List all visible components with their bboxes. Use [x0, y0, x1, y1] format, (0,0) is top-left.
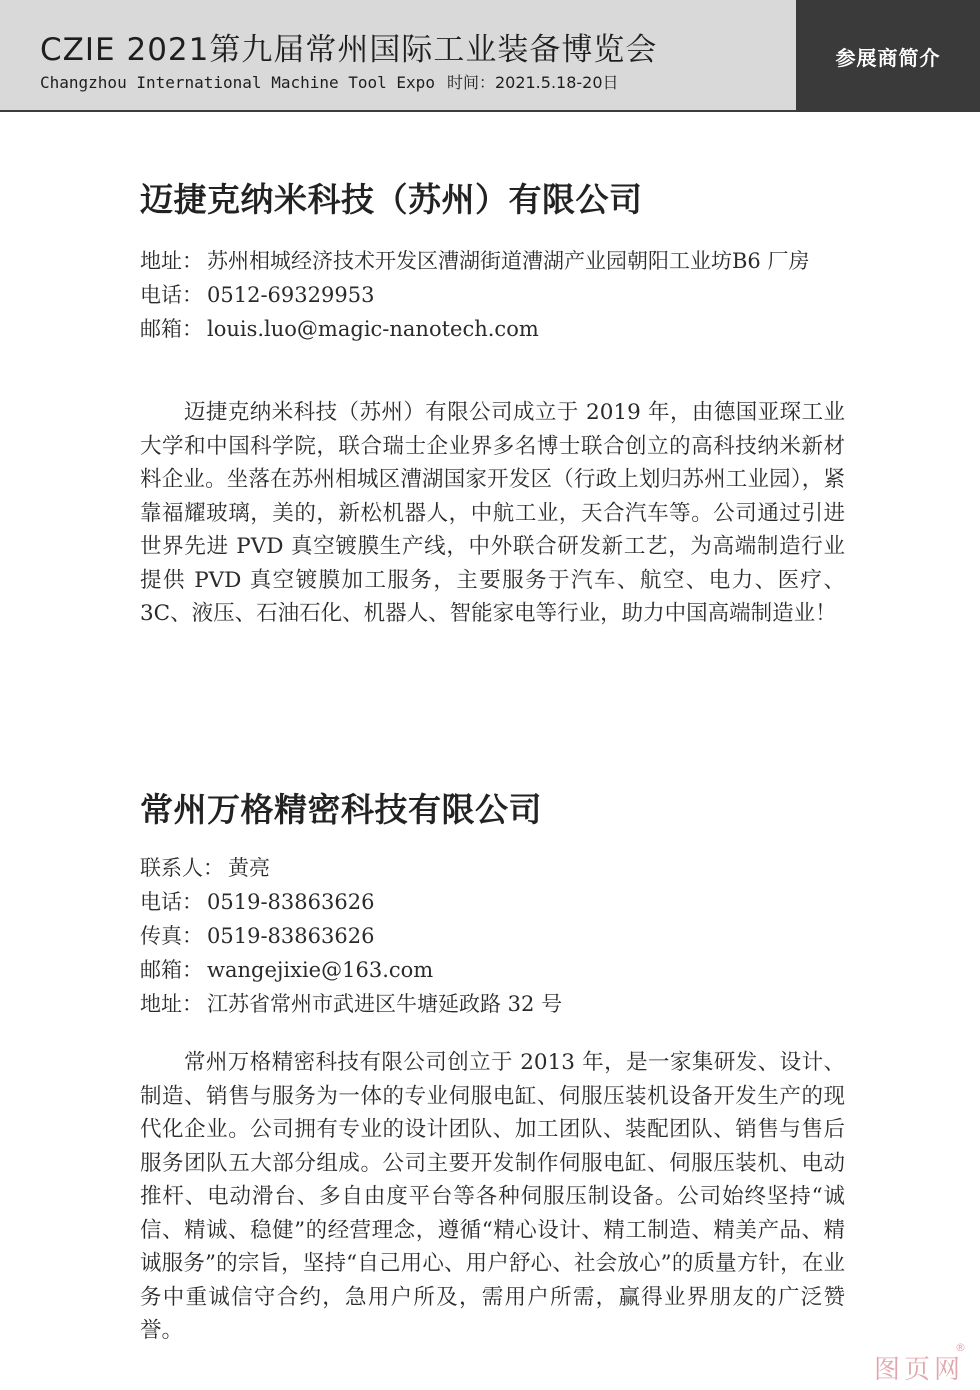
fax-value: 0519-83863626 — [207, 924, 375, 948]
header-divider — [0, 110, 800, 112]
contact-person-line — [140, 851, 850, 885]
email-line — [140, 312, 850, 346]
company-description: 迈捷克纳米科技（苏州）有限公司成立于 2019 年，由德国亚琛工业大学和中国科学院，联合瑞士企业界多名博士联合创立的高科技纳米新材料企业。坐落在苏州相城区漕湖国家开发区（行政上划归苏州工业园），紧靠福耀玻璃，美的，新松机器人，中航工业，天合汽车等。公司通过引进世界先进 PVD 真空镀膜生产线，中外联合研发新工艺，为高端制造行业提供 PVD 真空镀膜加工服务，主要服务于汽车、航空、电力、医疗、3C、液压、石油石化、机器人、智能家电等行业，助力中国高端制造业！ — [140, 400, 845, 626]
phone-value: 0519-83863626 — [207, 890, 375, 914]
company-name: 常州万格精密科技有限公司 — [140, 790, 542, 829]
phone-label: 电话： — [140, 890, 203, 914]
contact-person-value: 黄亮 — [228, 856, 270, 880]
email-value: louis.luo@magic-nanotech.com — [207, 317, 539, 341]
section-label: 参展商简介 — [796, 0, 980, 112]
address-value: 苏州相城经济技术开发区漕湖街道漕湖产业园朝阳工业坊B6 厂房 — [207, 249, 810, 273]
phone-label: 电话： — [140, 283, 203, 307]
company-contact-info — [140, 851, 850, 1021]
phone-line — [140, 885, 850, 919]
address-value: 江苏省常州市武进区牛塘延政路 32 号 — [207, 992, 563, 1016]
email-label: 邮箱： — [140, 317, 203, 341]
address-line — [140, 987, 850, 1021]
phone-line — [140, 278, 850, 312]
phone-value: 0512-69329953 — [207, 283, 375, 307]
site-watermark — [873, 1341, 970, 1386]
email-value: wangejixie@163.com — [207, 958, 434, 982]
registered-mark: ® — [955, 1341, 970, 1354]
address-label: 地址： — [140, 992, 203, 1016]
expo-subtitle — [40, 70, 619, 93]
company-name: 迈捷克纳米科技（苏州）有限公司 — [140, 180, 643, 219]
fax-line — [140, 919, 850, 953]
company-contact-info — [140, 244, 850, 346]
contact-person-label: 联系人： — [140, 856, 224, 880]
email-line — [140, 953, 850, 987]
expo-date: 时间：2021.5.18-20日 — [446, 73, 619, 92]
watermark-text: 图页网 — [873, 1355, 964, 1385]
expo-title: CZIE 2021第九届常州国际工业装备博览会 — [40, 32, 658, 68]
email-label: 邮箱： — [140, 958, 203, 982]
company-description: 常州万格精密科技有限公司创立于 2013 年，是一家集研发、设计、制造、销售与服务为一体的专业伺服电缸、伺服压装机设备开发生产的现代化企业。公司拥有专业的设计团队、加工团队、装配团队、销售与售后服务团队五大部分组成。公司主要开发制作伺服电缸、伺服压装机、电动推杆、电动滑台、多自由度平台等各种伺服压制设备。公司始终坚持“诚信、精诚、稳健”的经营理念，遵循“精心设计、精工制造、精美产品、精诚服务”的宗旨，坚持“自己用心、用户舒心、社会放心”的质量方针，在业务中重诚信守合约，急用户所及，需用户所需，赢得业界朋友的广泛赞誉。 — [140, 1050, 845, 1343]
fax-label: 传真： — [140, 924, 203, 948]
address-label: 地址： — [140, 249, 203, 273]
address-line — [140, 244, 850, 278]
page-header — [0, 0, 980, 112]
expo-english-name: Changzhou International Machine Tool Expo — [40, 73, 435, 92]
